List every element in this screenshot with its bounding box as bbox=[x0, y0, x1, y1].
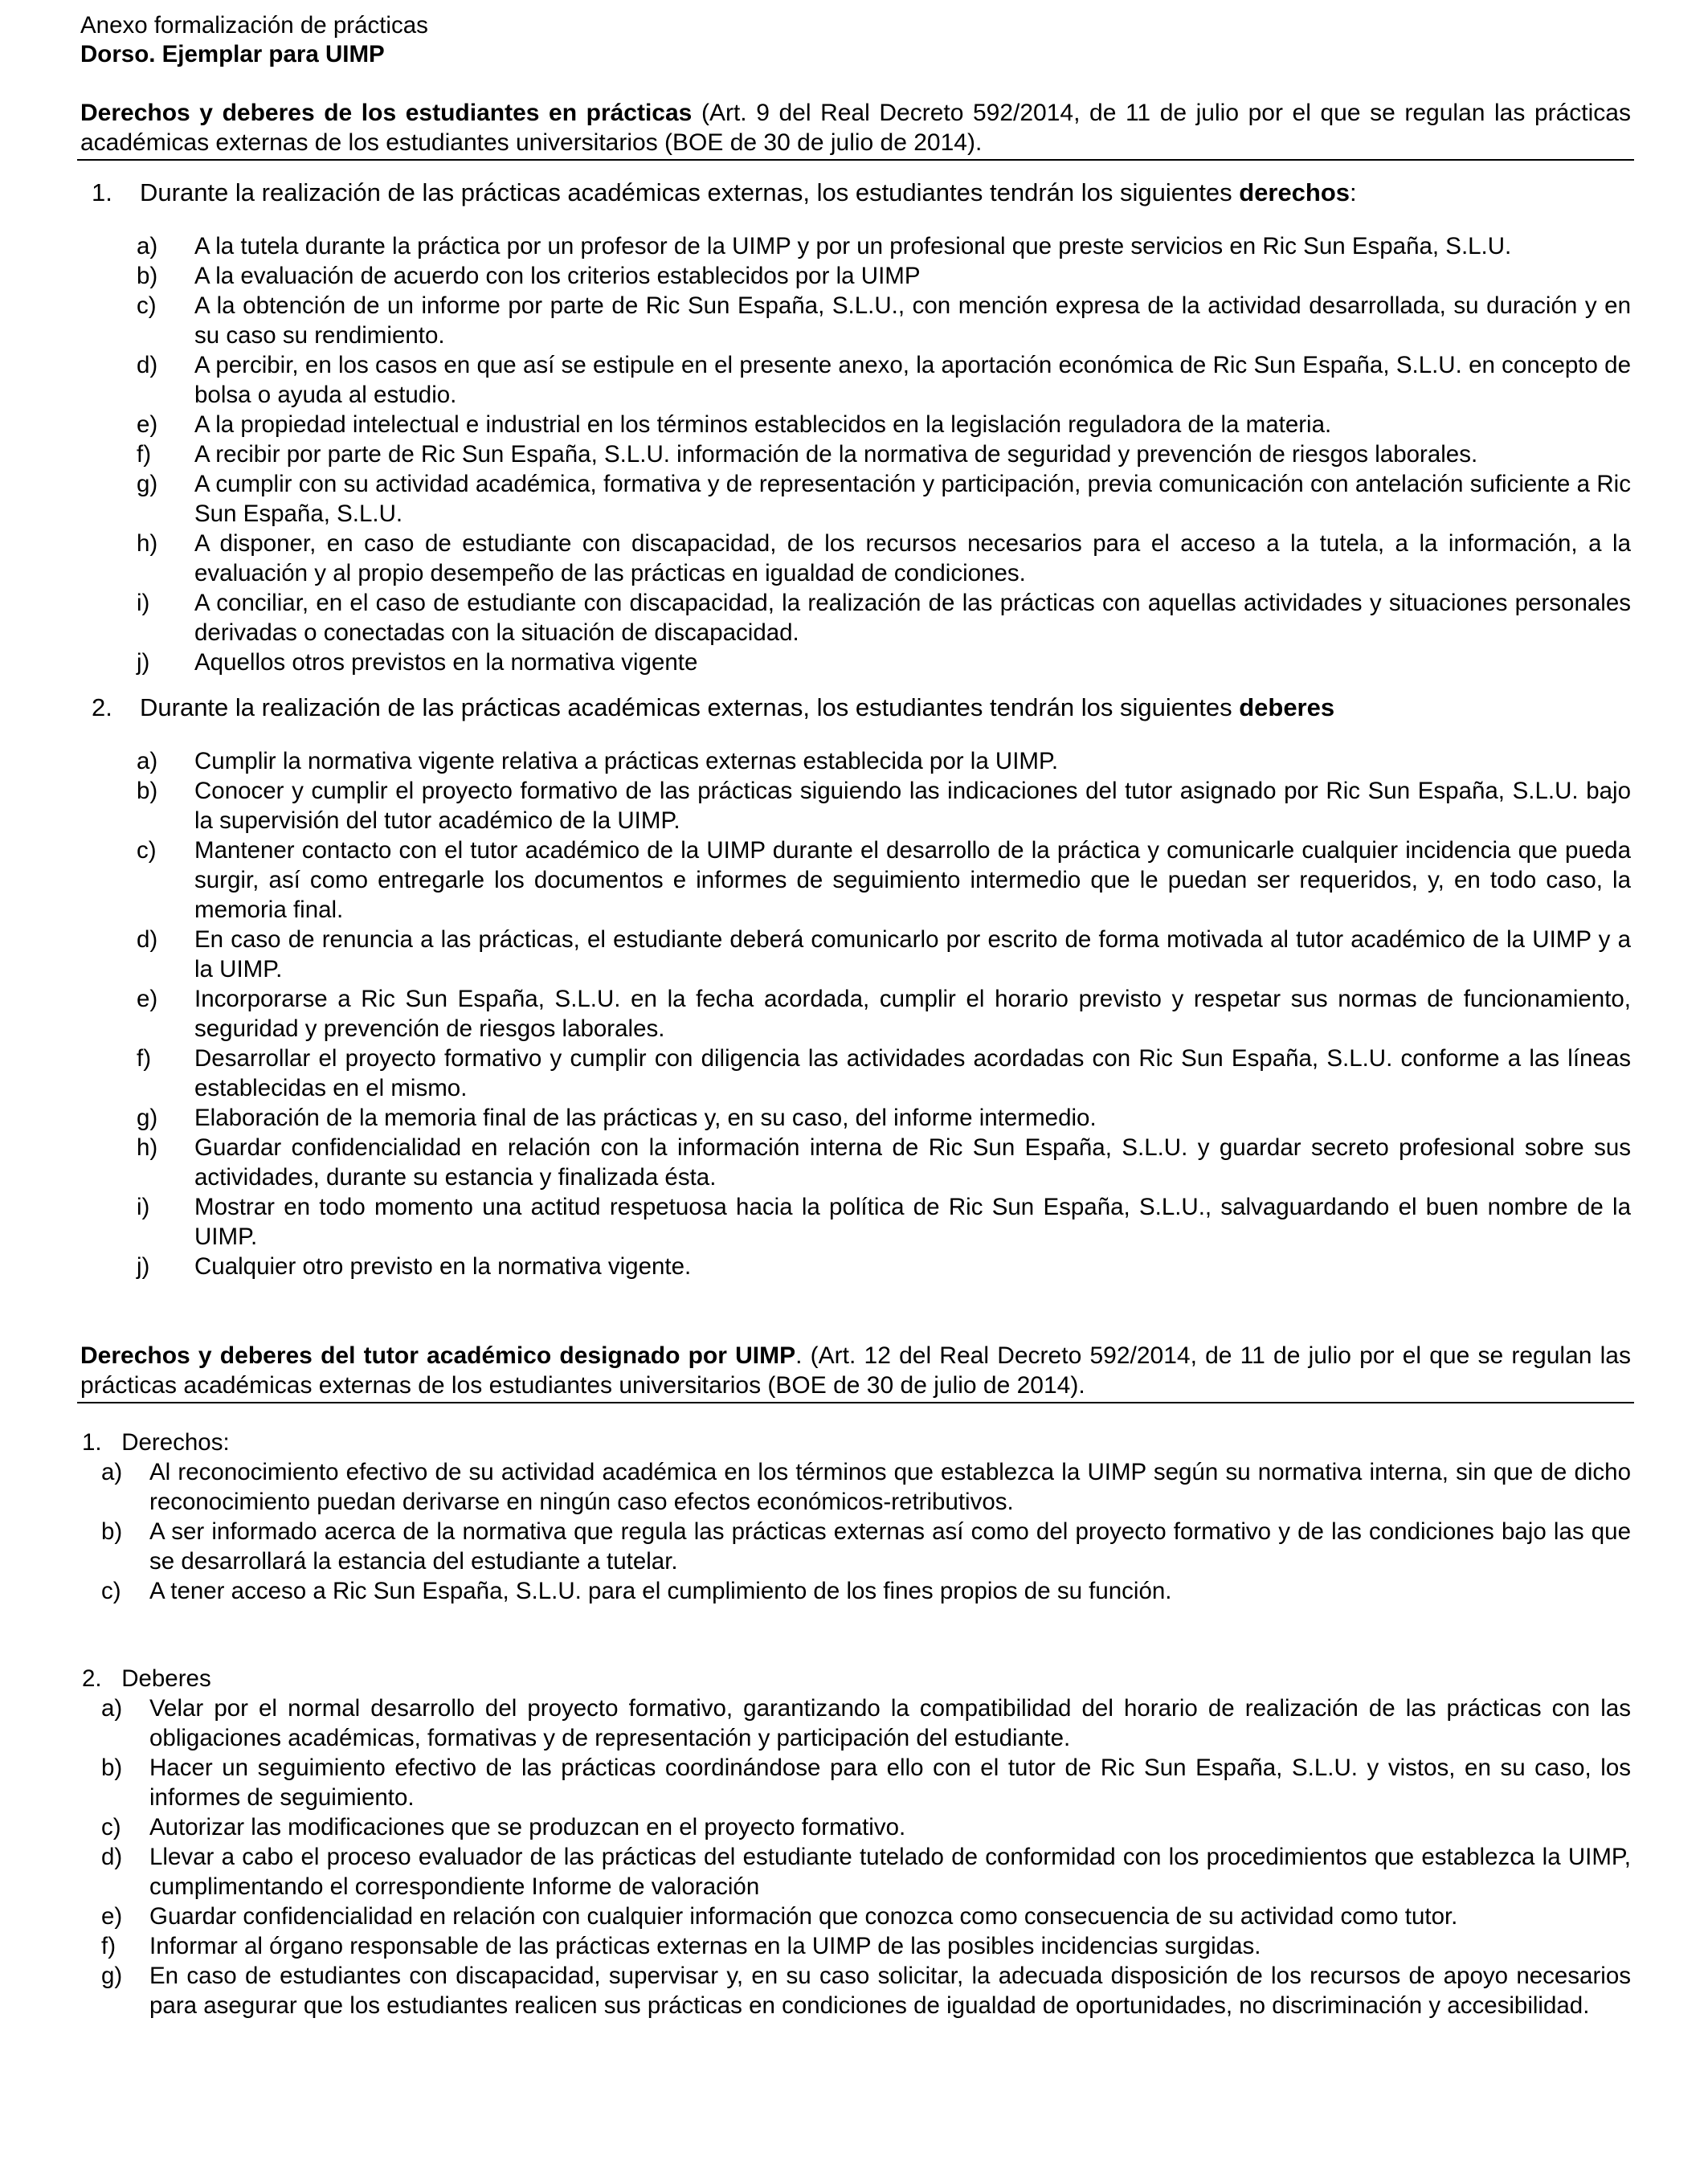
group-intro-text: Durante la realización de las prácticas académicas externas, los estudiantes tendrán los siguientes bbox=[140, 178, 1240, 206]
list-item bbox=[80, 984, 1631, 1044]
item-letter: g) bbox=[101, 1963, 123, 1989]
item-text: A disponer, en caso de estudiante con discapacidad, de los recursos necesarios para el acceso a la tutela, a la información, a la evaluación y al propio desempeño de las prácticas en igualdad de condiciones. bbox=[194, 530, 1631, 586]
students-rights-block bbox=[80, 177, 1631, 677]
list-item bbox=[80, 588, 1631, 648]
item-letter: d) bbox=[137, 926, 158, 953]
item-letter: f) bbox=[137, 441, 152, 468]
section-academic-tutor-rights-duties bbox=[80, 1341, 1631, 2020]
list-item bbox=[80, 648, 1631, 677]
item-letter: g) bbox=[137, 1105, 158, 1131]
item-text: A la tutela durante la práctica por un profesor de la UIMP y por un profesional que preste servicios en Ric Sun España, S.L.U. bbox=[194, 233, 1512, 259]
item-letter: j) bbox=[137, 1253, 150, 1280]
item-letter: c) bbox=[137, 292, 157, 319]
tutor-rights-block bbox=[80, 1428, 1631, 1606]
group-intro-text: Durante la realización de las prácticas académicas externas, los estudiantes tendrán los siguientes bbox=[140, 693, 1240, 721]
item-letter: b) bbox=[101, 1755, 123, 1781]
item-letter: e) bbox=[101, 1903, 123, 1930]
list-item bbox=[80, 1842, 1631, 1902]
group-intro-bold: derechos bbox=[1239, 178, 1350, 206]
list-item bbox=[80, 291, 1631, 350]
item-text: Cualquier otro previsto en la normativa vigente. bbox=[194, 1253, 692, 1280]
item-letter: i) bbox=[137, 590, 150, 616]
list-item bbox=[80, 1133, 1631, 1192]
group-heading: 1. Derechos: bbox=[82, 1429, 230, 1456]
list-item bbox=[80, 529, 1631, 588]
group-number: 1. bbox=[92, 178, 112, 206]
list-item bbox=[80, 746, 1631, 776]
list-item bbox=[80, 835, 1631, 925]
item-text: Cumplir la normativa vigente relativa a prácticas externas establecida por la UIMP. bbox=[194, 748, 1059, 774]
list-item bbox=[80, 1576, 1631, 1606]
item-text: A tener acceso a Ric Sun España, S.L.U. para el cumplimiento de los fines propios de su función. bbox=[149, 1578, 1172, 1604]
group-intro-end: : bbox=[1350, 178, 1357, 206]
document-header bbox=[80, 11, 1631, 69]
section-title-bold: Derechos y deberes del tutor académico designado por UIMP bbox=[80, 1342, 796, 1369]
header-annex-title: Anexo formalización de prácticas bbox=[80, 12, 428, 39]
list-item bbox=[80, 1693, 1631, 1753]
section-title-reference: (Art. 9 del Real Decreto 592/2014, de 11 de julio por el que se regulan las prácticas académicas externas de los estudiantes universitarios (BOE de 30 de julio de 2014). bbox=[80, 100, 1631, 156]
group-heading: 2. Deberes bbox=[82, 1665, 211, 1692]
students-duties-block bbox=[80, 692, 1631, 1281]
group-intro bbox=[140, 692, 1631, 724]
item-text: A la propiedad intelectual e industrial en los términos establecidos en la legislación reguladora de la materia. bbox=[194, 411, 1332, 438]
rights-list bbox=[80, 231, 1631, 677]
group-intro-bold: deberes bbox=[1239, 693, 1335, 721]
item-letter: h) bbox=[137, 1134, 158, 1161]
item-text: Informar al órgano responsable de las prácticas externas en la UIMP de las posibles incidencias surgidas. bbox=[149, 1933, 1261, 1959]
section-title bbox=[80, 1341, 1631, 1400]
item-letter: b) bbox=[101, 1518, 123, 1545]
item-letter: f) bbox=[101, 1933, 116, 1959]
group-intro bbox=[140, 177, 1631, 209]
item-text: Autorizar las modificaciones que se produzcan en el proyecto formativo. bbox=[149, 1814, 906, 1840]
item-letter: a) bbox=[101, 1695, 123, 1722]
list-item bbox=[80, 1961, 1631, 2020]
item-letter: a) bbox=[137, 233, 158, 259]
tutor-duties-list bbox=[80, 1693, 1631, 2020]
section-title bbox=[80, 98, 1631, 157]
list-item bbox=[80, 231, 1631, 261]
group-number: 2. bbox=[92, 693, 112, 721]
list-item bbox=[80, 1044, 1631, 1103]
tutor-rights-list bbox=[80, 1457, 1631, 1606]
item-letter: d) bbox=[101, 1844, 123, 1870]
section-students-rights-duties bbox=[80, 98, 1631, 1281]
item-letter: a) bbox=[101, 1459, 123, 1485]
item-letter: c) bbox=[137, 837, 157, 864]
item-text: En caso de renuncia a las prácticas, el estudiante deberá comunicarlo por escrito de forma motivada al tutor académico de la UIMP y a la UIMP. bbox=[194, 926, 1631, 982]
item-letter: d) bbox=[137, 352, 158, 378]
item-letter: e) bbox=[137, 986, 158, 1012]
item-letter: b) bbox=[137, 263, 158, 289]
list-item bbox=[80, 439, 1631, 469]
item-text: Mostrar en todo momento una actitud respetuosa hacia la política de Ric Sun España, S.L.U., salvaguardando el buen nombre de la UIMP. bbox=[194, 1194, 1631, 1250]
item-letter: b) bbox=[137, 778, 158, 804]
item-text: A percibir, en los casos en que así se estipule en el presente anexo, la aportación económica de Ric Sun España, S.L.U. en concepto de bolsa o ayuda al estudio. bbox=[194, 352, 1631, 408]
list-item bbox=[80, 1812, 1631, 1842]
duties-list bbox=[80, 746, 1631, 1281]
item-letter: i) bbox=[137, 1194, 150, 1220]
item-letter: c) bbox=[101, 1578, 121, 1604]
list-item bbox=[80, 1931, 1631, 1961]
item-letter: e) bbox=[137, 411, 158, 438]
section-divider bbox=[77, 1402, 1634, 1403]
list-item bbox=[80, 350, 1631, 410]
item-text: Mantener contacto con el tutor académico de la UIMP durante el desarrollo de la práctica y comunicarle cualquier incidencia que pueda surgir, así como entregarle los documentos e informes de seguimiento intermedio que le puedan ser requeridos, y, en todo caso, la memoria final. bbox=[194, 837, 1631, 923]
item-letter: f) bbox=[137, 1045, 152, 1072]
header-copy-label: Dorso. Ejemplar para UIMP bbox=[80, 41, 385, 67]
section-title-bold: Derechos y deberes de los estudiantes en prácticas bbox=[80, 100, 693, 126]
item-text: A la evaluación de acuerdo con los criterios establecidos por la UIMP bbox=[194, 263, 921, 289]
tutor-duties-block bbox=[80, 1664, 1631, 2020]
list-item bbox=[80, 1902, 1631, 1931]
item-text: Guardar confidencialidad en relación con cualquier información que conozca como consecuencia de su actividad como tutor. bbox=[149, 1903, 1458, 1930]
item-text: Velar por el normal desarrollo del proyecto formativo, garantizando la compatibilidad del horario de realización de las prácticas con las obligaciones académicas, formativas y de representación y participación del estudiante. bbox=[149, 1695, 1631, 1751]
item-text: A recibir por parte de Ric Sun España, S.L.U. información de la normativa de seguridad y prevención de riesgos laborales. bbox=[194, 441, 1478, 468]
list-item bbox=[80, 410, 1631, 439]
list-item bbox=[80, 1103, 1631, 1133]
item-text: Guardar confidencialidad en relación con la información interna de Ric Sun España, S.L.U. y guardar secreto profesional sobre sus actividades, durante su estancia y finalizada ésta. bbox=[194, 1134, 1631, 1191]
item-letter: c) bbox=[101, 1814, 121, 1840]
item-text: A cumplir con su actividad académica, formativa y de representación y participación, previa comunicación con antelación suficiente a Ric Sun España, S.L.U. bbox=[194, 471, 1631, 527]
document-page bbox=[80, 11, 1631, 2020]
item-letter: a) bbox=[137, 748, 158, 774]
list-item bbox=[80, 776, 1631, 835]
section-divider bbox=[77, 159, 1634, 161]
list-item bbox=[80, 925, 1631, 984]
list-item bbox=[80, 1517, 1631, 1576]
list-item bbox=[80, 469, 1631, 529]
item-text: Llevar a cabo el proceso evaluador de las prácticas del estudiante tutelado de conformidad con los procedimientos que establezca la UIMP, cumplimentando el correspondiente Informe de valoración bbox=[149, 1844, 1631, 1900]
group-heading bbox=[80, 692, 1631, 724]
group-heading bbox=[80, 177, 1631, 209]
list-item bbox=[80, 1457, 1631, 1517]
item-text: En caso de estudiantes con discapacidad, supervisar y, en su caso solicitar, la adecuada disposición de los recursos de apoyo necesarios para asegurar que los estudiantes realicen sus prácticas en condiciones de igualdad de oportunidades, no discriminación y accesibilidad. bbox=[149, 1963, 1631, 2019]
item-text: Aquellos otros previstos en la normativa vigente bbox=[194, 649, 698, 676]
item-text: A ser informado acerca de la normativa que regula las prácticas externas así como del proyecto formativo y de las condiciones bajo las que se desarrollará la estancia del estudiante a tutelar. bbox=[149, 1518, 1631, 1575]
item-text: Al reconocimiento efectivo de su actividad académica en los términos que establezca la UIMP según su normativa interna, sin que de dicho reconocimiento puedan derivarse en ningún caso efectos económicos-retributivos. bbox=[149, 1459, 1631, 1515]
item-letter: j) bbox=[137, 649, 150, 676]
item-text: A la obtención de un informe por parte de Ric Sun España, S.L.U., con mención expresa de la actividad desarrollada, su duración y en su caso su rendimiento. bbox=[194, 292, 1631, 349]
item-text: Hacer un seguimiento efectivo de las prácticas coordinándose para ello con el tutor de Ric Sun España, S.L.U. y vistos, en su caso, los informes de seguimiento. bbox=[149, 1755, 1631, 1811]
item-text: Incorporarse a Ric Sun España, S.L.U. en la fecha acordada, cumplir el horario previsto y respetar sus normas de funcionamiento, seguridad y prevención de riesgos laborales. bbox=[194, 986, 1631, 1042]
item-letter: g) bbox=[137, 471, 158, 497]
list-item bbox=[80, 261, 1631, 291]
section-title-reference: . (Art. 12 del Real Decreto 592/2014, de 11 de julio por el que se regulan las prácticas académicas externas de los estudiantes universitarios (BOE de 30 de julio de 2014). bbox=[80, 1342, 1631, 1399]
item-letter: h) bbox=[137, 530, 158, 557]
list-item bbox=[80, 1192, 1631, 1252]
list-item bbox=[80, 1753, 1631, 1812]
list-item bbox=[80, 1252, 1631, 1281]
item-text: Elaboración de la memoria final de las prácticas y, en su caso, del informe intermedio. bbox=[194, 1105, 1097, 1131]
item-text: Desarrollar el proyecto formativo y cumplir con diligencia las actividades acordadas con Ric Sun España, S.L.U. conforme a las líneas establecidas en el mismo. bbox=[194, 1045, 1631, 1101]
item-text: Conocer y cumplir el proyecto formativo de las prácticas siguiendo las indicaciones del tutor asignado por Ric Sun España, S.L.U. bajo la supervisión del tutor académico de la UIMP. bbox=[194, 778, 1631, 834]
item-text: A conciliar, en el caso de estudiante con discapacidad, la realización de las prácticas con aquellas actividades y situaciones personales derivadas o conectadas con la situación de discapacidad. bbox=[194, 590, 1631, 646]
